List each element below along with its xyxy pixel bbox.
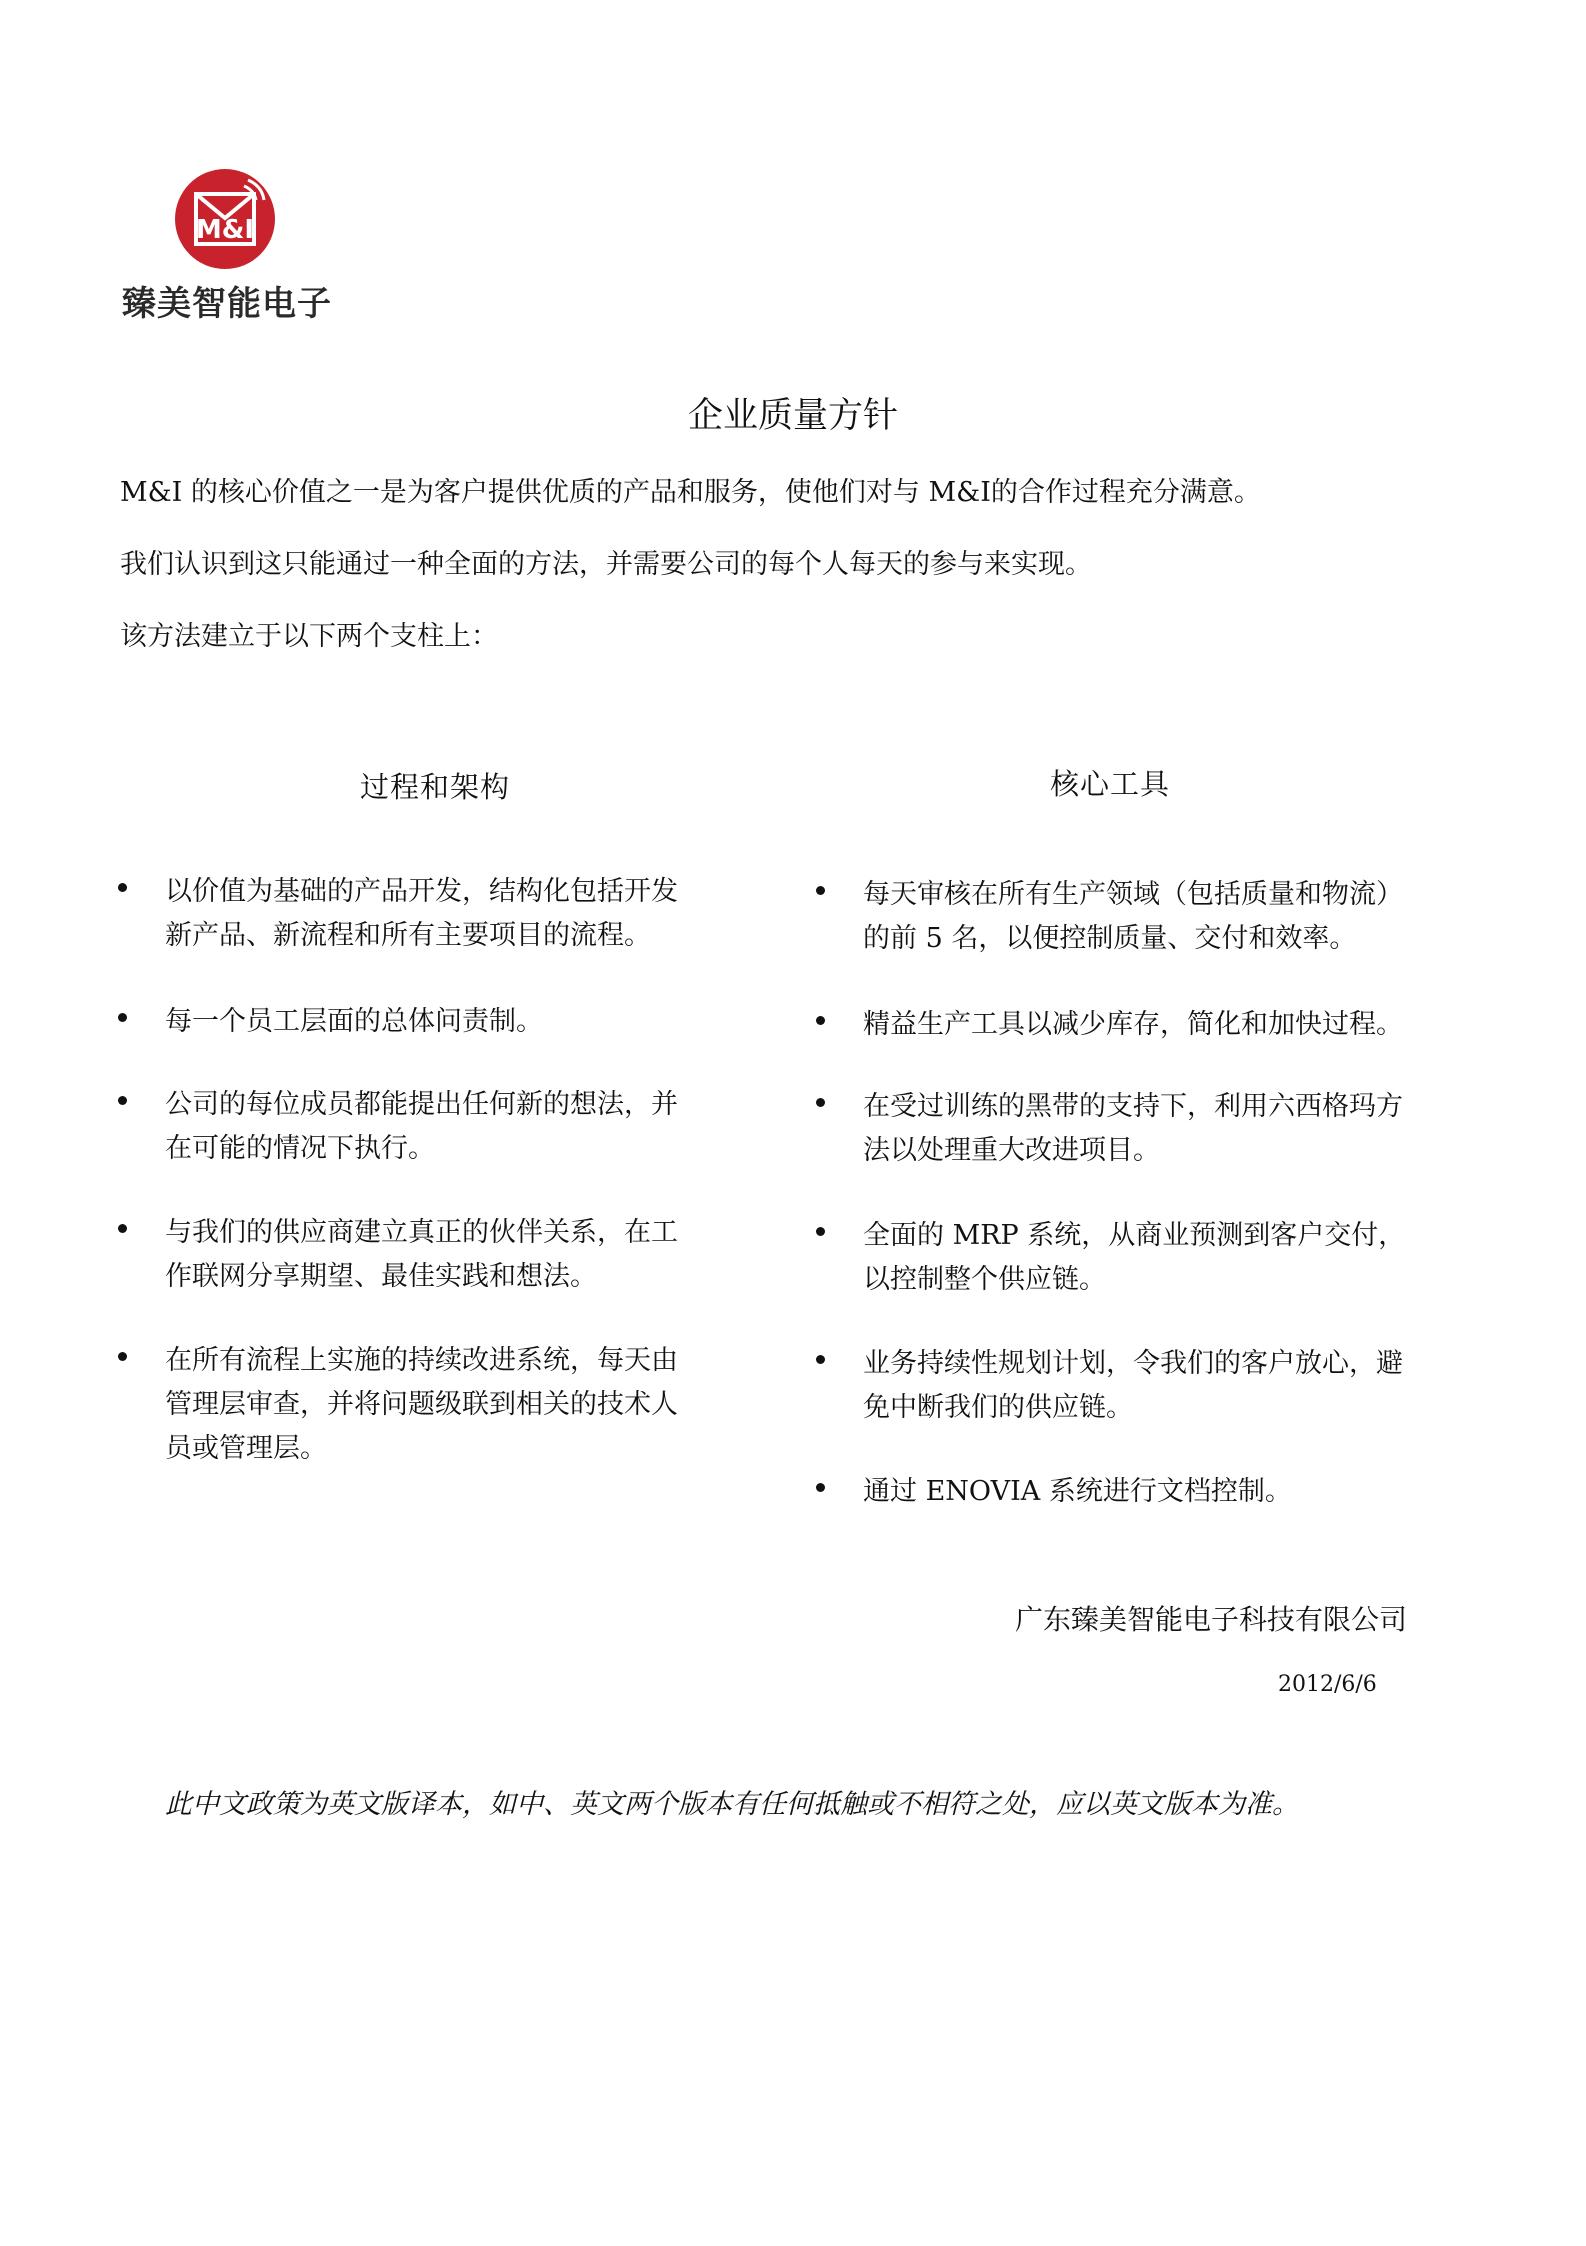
- intro-paragraph-1: M&I 的核心价值之一是为客户提供优质的产品和服务，使他们对与 M&I的合作过程充分满意。: [120, 477, 1261, 508]
- list-item-text: [863, 1470, 1443, 1514]
- bullet-icon: [816, 1483, 825, 1492]
- list-item-line: 全面的 MRP 系统，从商业预测到客户交付，: [863, 1220, 1406, 1251]
- list-item-line: 在受过训练的黑带的支持下，利用六西格玛方: [863, 1091, 1403, 1122]
- list-item-line: 在可能的情况下执行。: [165, 1133, 435, 1164]
- logo-mark-icon: [174, 168, 276, 270]
- bullet-icon: [118, 1013, 127, 1022]
- bullet-icon: [816, 1227, 825, 1236]
- bullet-icon: [118, 1224, 127, 1233]
- translation-disclaimer: 此中文政策为英文版译本，如中、英文两个版本有任何抵触或不相符之处，应以英文版本为准。: [165, 1789, 1299, 1820]
- bullet-icon: [118, 1096, 127, 1105]
- list-item-text: [165, 870, 745, 958]
- right-column-heading: 核心工具: [1050, 767, 1171, 801]
- logo-mark-text: M&I: [195, 215, 255, 245]
- list-item-line: 每天审核在所有生产领域（包括质量和物流）: [863, 879, 1403, 910]
- bullet-icon: [816, 1355, 825, 1364]
- intro-paragraph-3: 该方法建立于以下两个支柱上：: [120, 621, 498, 652]
- left-column-heading: 过程和架构: [360, 770, 511, 804]
- list-item-line: 精益生产工具以减少库存，简化和加快过程。: [863, 1009, 1403, 1040]
- list-item-line: 公司的每位成员都能提出任何新的想法，并: [165, 1089, 678, 1120]
- list-item-text: [863, 1085, 1443, 1173]
- bullet-icon: [118, 883, 127, 892]
- list-item-text: [165, 1211, 745, 1299]
- list-item-text: [863, 1342, 1443, 1430]
- list-item-line: 作联网分享期望、最佳实践和想法。: [165, 1261, 597, 1292]
- list-item-line: 通过 ENOVIA 系统进行文档控制。: [863, 1476, 1292, 1507]
- list-item-line: 新产品、新流程和所有主要项目的流程。: [165, 920, 651, 951]
- page-title: 企业质量方针: [687, 396, 898, 436]
- list-item-line: 业务持续性规划计划，令我们的客户放心，避: [863, 1348, 1403, 1379]
- company-logo: [120, 168, 350, 328]
- list-item-line: 法以处理重大改进项目。: [863, 1135, 1160, 1166]
- list-item-line: 以控制整个供应链。: [863, 1264, 1106, 1295]
- list-item-text: [863, 1214, 1443, 1302]
- list-item-line: 与我们的供应商建立真正的伙伴关系，在工: [165, 1217, 678, 1248]
- list-item-line: 管理层审查，并将问题级联到相关的技术人: [165, 1389, 678, 1420]
- intro-paragraph-2: 我们认识到这只能通过一种全面的方法，并需要公司的每个人每天的参与来实现。: [120, 549, 1092, 580]
- list-item-text: [863, 1003, 1443, 1047]
- logo-company-name: 臻美智能电子: [122, 284, 332, 324]
- list-item-line: 免中断我们的供应链。: [863, 1392, 1133, 1423]
- company-signature: 广东臻美智能电子科技有限公司: [1015, 1603, 1408, 1636]
- list-item-text: [165, 1083, 745, 1171]
- list-item-line: 以价值为基础的产品开发，结构化包括开发: [165, 876, 678, 907]
- document-date: 2012/6/6: [1278, 1672, 1377, 1697]
- list-item-line: 在所有流程上实施的持续改进系统，每天由: [165, 1345, 678, 1376]
- list-item-text: [165, 1000, 745, 1044]
- bullet-icon: [816, 886, 825, 895]
- list-item-text: [165, 1339, 745, 1471]
- bullet-icon: [816, 1016, 825, 1025]
- list-item-line: 员或管理层。: [165, 1433, 327, 1464]
- list-item-line: 每一个员工层面的总体问责制。: [165, 1006, 543, 1037]
- list-item-text: [863, 873, 1443, 961]
- list-item-line: 的前 5 名，以便控制质量、交付和效率。: [863, 923, 1357, 954]
- bullet-icon: [118, 1352, 127, 1361]
- bullet-icon: [816, 1098, 825, 1107]
